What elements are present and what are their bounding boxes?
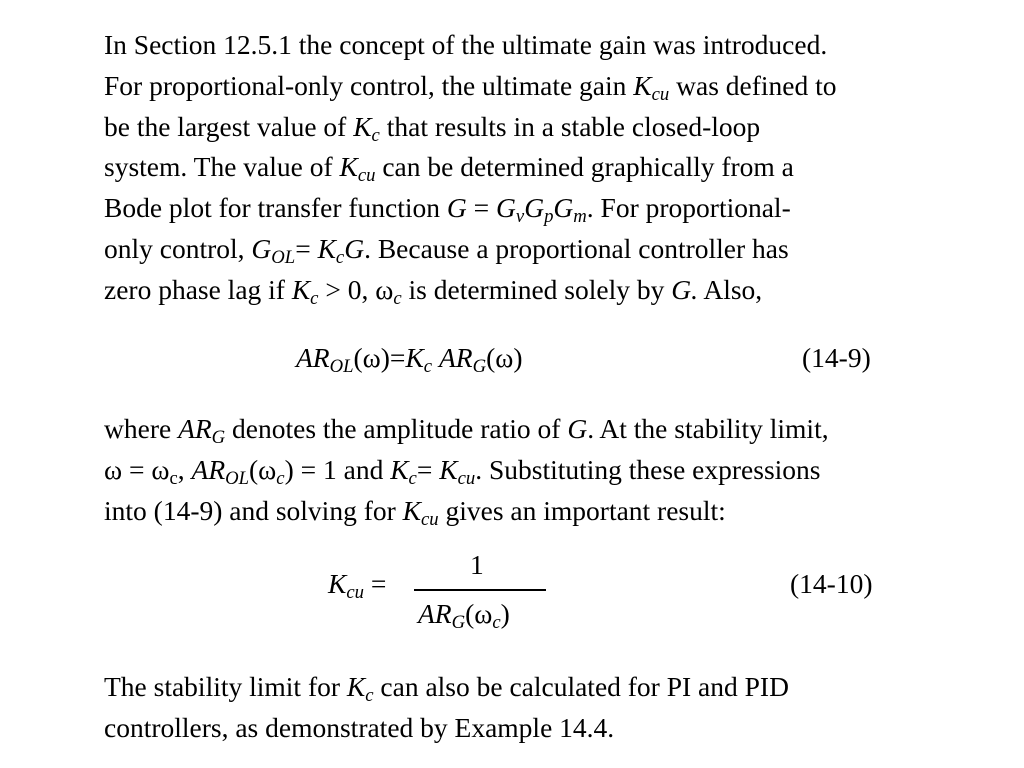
- symbol: K: [291, 273, 311, 305]
- equation-number: (14-10): [790, 568, 873, 599]
- subscript: G: [451, 612, 466, 634]
- text-line: [104, 66, 1019, 107]
- fraction-numerator: 1: [470, 549, 484, 580]
- text: can also be calculated for PI and PID: [373, 671, 789, 702]
- subscript: c: [423, 356, 433, 378]
- text: . Substituting these expressions: [475, 453, 821, 485]
- subscript: c: [276, 468, 285, 490]
- text: (ω: [249, 453, 277, 485]
- text: > 0,: [318, 273, 376, 305]
- symbol: G: [446, 192, 467, 224]
- subscript: cu: [346, 582, 364, 604]
- subscript: p: [544, 206, 554, 228]
- subscript: G: [472, 356, 487, 378]
- subscript: m: [573, 206, 587, 228]
- symbol: G: [671, 273, 692, 305]
- text-line: [104, 270, 1019, 311]
- text: be the largest value of: [104, 110, 354, 142]
- equation-14-10-lhs: [328, 568, 387, 604]
- text: ,: [177, 453, 192, 485]
- symbol: G: [496, 192, 516, 224]
- symbol: K: [353, 110, 372, 142]
- text: =: [295, 232, 318, 264]
- symbol: K: [328, 568, 347, 599]
- subscript: c: [169, 468, 178, 490]
- symbol: G: [524, 192, 545, 224]
- text-line: [104, 188, 1019, 229]
- fraction-bar: [414, 589, 546, 591]
- paragraph-ultimate-gain-intro: [104, 25, 1019, 311]
- text: .: [691, 273, 698, 305]
- text: was defined to: [669, 69, 837, 101]
- text: (ω): [486, 342, 523, 373]
- subscript: OL: [225, 468, 250, 490]
- symbol: K: [317, 232, 336, 264]
- text: [432, 342, 439, 373]
- text: In Section 12.5.1 the concept of the ultimate gain was introduced.: [104, 29, 828, 60]
- symbol: AR: [191, 453, 226, 485]
- symbol: AR: [438, 342, 473, 373]
- text: (ω)=: [353, 342, 406, 373]
- text: . For proportional-: [586, 192, 791, 224]
- subscript: cu: [420, 508, 439, 530]
- text: system. The value of: [104, 151, 340, 183]
- subscript: c: [365, 685, 374, 707]
- subscript: c: [335, 247, 345, 269]
- text: into (14-9) and solving for: [104, 494, 403, 526]
- subscript: v: [515, 206, 525, 228]
- text-line: [104, 708, 1019, 749]
- symbol: G: [567, 413, 588, 444]
- text-line: [104, 667, 1019, 708]
- text: ω = ω: [104, 453, 170, 485]
- text: controllers, as demonstrated by Example 14.4.: [104, 711, 615, 743]
- text: Also,: [698, 273, 763, 305]
- symbol: K: [402, 494, 421, 526]
- symbol: AR: [418, 598, 452, 629]
- text-line: [104, 229, 1019, 270]
- equation-14-9: [296, 342, 523, 378]
- paragraph-stability-limit: [104, 409, 1019, 531]
- symbol: G: [251, 232, 272, 264]
- text: where: [104, 413, 179, 444]
- symbol: K: [346, 671, 366, 702]
- text-line: [104, 107, 1019, 148]
- text: . Because a proportional controller has: [364, 232, 789, 264]
- text: =: [363, 568, 387, 599]
- symbol: G: [553, 192, 574, 224]
- text: ): [500, 598, 510, 629]
- paragraph-pi-pid: [104, 667, 1019, 749]
- text: For proportional-only control, the ultimate gain: [104, 69, 634, 101]
- symbol: K: [405, 342, 424, 373]
- subscript: c: [310, 288, 319, 310]
- subscript: cu: [357, 165, 376, 187]
- text-line: [104, 147, 1019, 188]
- symbol: AR: [178, 413, 212, 444]
- text: gives an important result:: [438, 494, 726, 526]
- symbol: ω: [375, 273, 394, 305]
- symbol: AR: [296, 342, 330, 373]
- text-line: [104, 25, 1019, 66]
- text: The stability limit for: [104, 671, 347, 702]
- subscript: OL: [329, 356, 354, 378]
- text-line: [104, 491, 1019, 532]
- text: is determined solely by: [401, 273, 672, 305]
- symbol: K: [633, 69, 652, 101]
- symbol: G: [344, 232, 365, 264]
- fraction-denominator: [418, 598, 510, 634]
- subscript: OL: [271, 247, 296, 269]
- subscript: G: [211, 427, 226, 449]
- text: denotes the amplitude ratio of: [225, 413, 568, 444]
- text: Bode plot for transfer function: [104, 192, 447, 224]
- text: ) = 1 and: [284, 453, 391, 485]
- subscript: c: [371, 124, 380, 146]
- symbol: K: [339, 151, 358, 183]
- text-line: [104, 409, 1019, 450]
- symbol: K: [439, 453, 458, 485]
- text: . At the stability limit,: [587, 413, 829, 444]
- text: =: [466, 192, 497, 224]
- subscript: cu: [651, 84, 670, 106]
- subscript: c: [393, 288, 402, 310]
- text: =: [416, 453, 440, 485]
- text: (ω: [465, 598, 493, 629]
- equation-number: (14-9): [802, 342, 871, 373]
- symbol: K: [390, 453, 409, 485]
- subscript: c: [492, 612, 501, 634]
- subscript: cu: [457, 468, 476, 490]
- text: can be determined graphically from a: [375, 151, 794, 183]
- text: zero phase lag if: [104, 273, 292, 305]
- subscript: c: [408, 468, 417, 490]
- text: only control,: [104, 232, 252, 264]
- text: that results in a stable closed-loop: [379, 110, 761, 142]
- text-line: [104, 450, 1019, 491]
